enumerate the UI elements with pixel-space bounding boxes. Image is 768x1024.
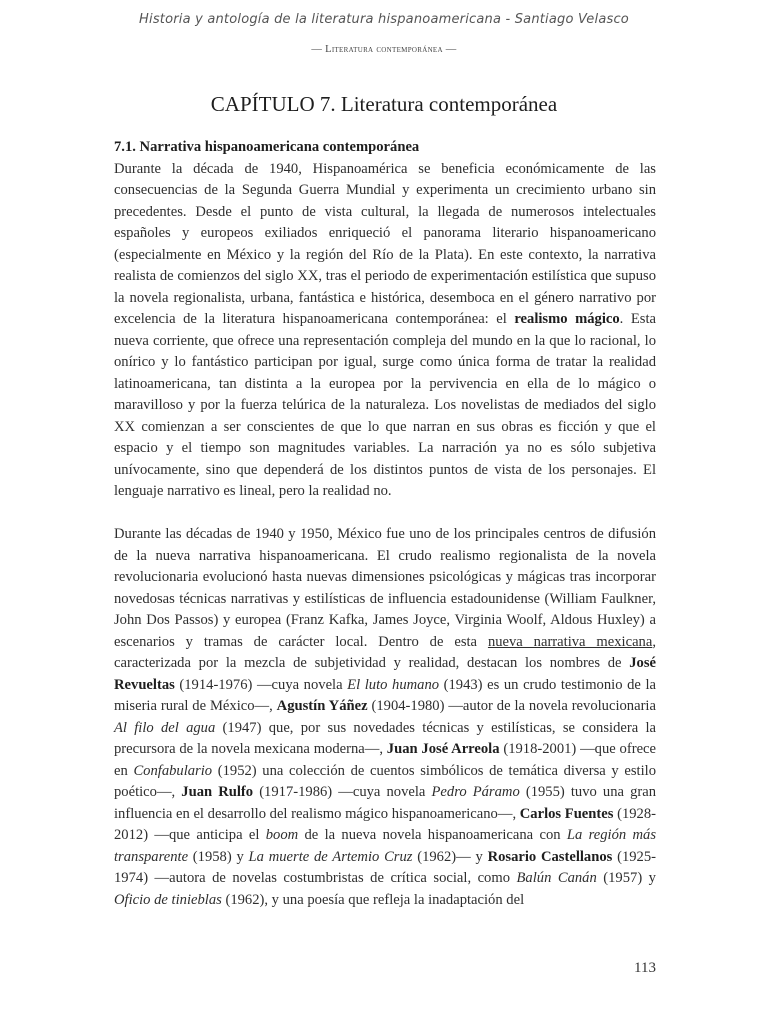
author-name: Juan José Arreola: [386, 741, 500, 757]
text-run: (1928-2012) —que anticipa el: [114, 805, 656, 843]
author-name: Carlos Fuentes: [519, 805, 614, 822]
text-run: (1925-1974) —autora de novelas costumbristas de crítica social, como: [114, 848, 656, 886]
author-name: José Revueltas: [114, 655, 656, 693]
text-run: (1917-1986) —cuya novela: [253, 784, 432, 800]
author-name: Agustín Yáñez: [276, 698, 368, 714]
work-title: Al filo del agua: [114, 719, 216, 736]
work-title: La región más transparente: [114, 827, 657, 865]
chapter-title: CAPÍTULO 7. Literatura contemporánea: [210, 92, 558, 116]
work-title: Oficio de tinieblas: [114, 891, 222, 908]
term-nueva-narrativa-mexicana: nueva narrativa mexicana: [487, 633, 653, 650]
paragraph-1: [114, 159, 656, 503]
work-title: Pedro Páramo: [431, 784, 520, 800]
text-run: (1914-1976) —cuya novela: [174, 676, 348, 693]
subsection-title: 7.1. Narrativa hispanoamericana contemporánea: [114, 139, 420, 155]
text-run: (1943) es un crudo testimonio de la miseria rural de México—,: [114, 676, 656, 714]
text-run: (1947) que, por sus novedades técnicas y estilísticas, se considera la precursora de la novela mexicana moderna—,: [114, 719, 656, 757]
work-title: Confabulario: [133, 762, 213, 779]
text-run: (1957) y: [596, 870, 656, 886]
work-title: El luto humano: [347, 676, 440, 693]
running-head-title: Historia y antología de la literatura hispanoamericana - Santiago Velasco: [139, 12, 629, 27]
page-body: [114, 137, 656, 911]
term-realismo-magico: realismo mágico: [514, 311, 620, 327]
text-run: (1962)— y: [412, 848, 488, 865]
text-run: Durante las décadas de 1940 y 1950, México fue uno de los principales centros de difusión de la nueva narrativa hispanoamericana. El crudo realismo regionalista de la novela revolucionaria evolucionó hasta nuevas dimensiones psicológicas y mágicas tras incorporar novedosas técnicas narrativas y estilísticas de influencia estadounidense (William Faulkner, John Dos Passos) y europea (Franz Kafka, James Joyce, Virginia Woolf, Aldous Huxley) a escenarios y tramas de carácter local. Dentro de esta: [114, 526, 656, 650]
text-run: . Esta nueva corriente, que ofrece una representación compleja del mundo en la que lo racional, lo onírico y lo fantástico participan por igual, surge como única forma de tratar la realidad latinoamericana, tan distinta a la europea por la pervivencia en ella de lo mágico o maravilloso y por la fuerza telúrica de la naturaleza. Los novelistas de mediados del siglo XX comienzan a ser conscientes de que lo que narran en sus obras es ficción y que el espacio y el tiempo son magnitudes variables. La narración ya no es sólo subjetiva unívocamente, sino que dependerá de los distintos puntos de vista de los personajes. El lenguaje narrativo es lineal, pero la realidad no.: [114, 311, 656, 499]
page-number: 113: [634, 960, 656, 976]
author-name: Juan Rulfo: [181, 784, 254, 800]
running-head-section: — Literatura contemporánea —: [311, 44, 457, 55]
work-title: Balún Canán: [516, 870, 597, 886]
text-run: Durante la década de 1940, Hispanoamérica se beneficia económicamente de las consecuencias de la Segunda Guerra Mundial y experimenta un crecimiento urbano sin precedentes. Desde el punto de vista cultural, la llegada de numerosos intelectuales españoles y europeos exiliados enriqueció el panorama literario hispanoamericano (especialmente en México y la región del Río de la Plata). En este contexto, la narrativa realista de comienzos del siglo XX, tras el periodo de experimentación estilística que supuso la novela regionalista, urbana, fantástica e histórica, desemboca en el género narrativo por excelencia de la literatura hispanoamericana contemporánea: el: [114, 160, 656, 327]
work-title: La muerte de Artemio Cruz: [248, 848, 413, 865]
author-name: Rosario Castellanos: [487, 848, 613, 865]
text-run: (1962), y una poesía que refleja la inadaptación del: [221, 891, 525, 908]
text-run: , caracterizada por la mezcla de subjetividad y realidad, destacan los nombres de: [114, 633, 656, 671]
text-run: (1952) una colección de cuentos simbólicos de temática diversa y estilo poético—,: [114, 762, 656, 800]
paragraph-2: [114, 524, 656, 911]
term-boom: boom: [265, 827, 299, 843]
text-run: (1918-2001) —que ofrece en: [114, 741, 656, 779]
text-run: (1904-1980) —autor de la novela revolucionaria: [367, 698, 656, 714]
text-run: (1955) tuvo una gran influencia en el desarrollo del realismo mágico hispanoamericano—,: [114, 784, 656, 822]
text-run: (1958) y: [188, 848, 249, 865]
text-run: de la nueva novela hispanoamericana con: [298, 827, 567, 843]
